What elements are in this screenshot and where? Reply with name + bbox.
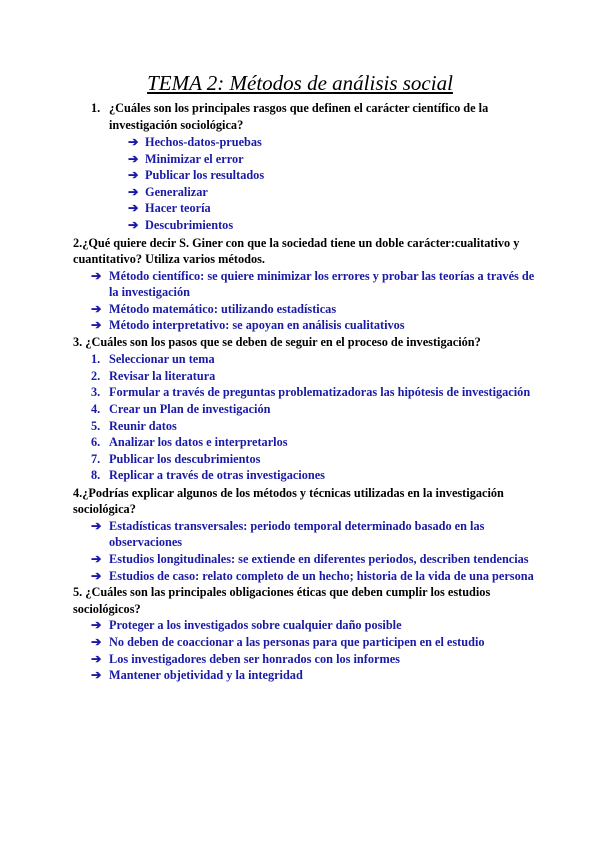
step-number: 7. — [91, 452, 101, 466]
q2-answer-3: Método interpretativo: se apoyan en análisis cualitativos — [109, 318, 405, 332]
step-number: 1. — [91, 352, 101, 366]
question-2-line2: cuantitativo? Utiliza varios métodos. — [73, 252, 265, 266]
step-number: 4. — [91, 402, 101, 416]
step-text: Publicar los descubrimientos — [109, 452, 261, 466]
step-number: 3. — [91, 385, 101, 399]
q2-answer-1-line1: Método científico: se quiere minimizar los errores y probar las teorías a través de — [109, 269, 535, 283]
step-text: Seleccionar un tema — [109, 352, 215, 366]
arrow-icon: ➔ — [91, 552, 102, 566]
arrow-icon: ➔ — [128, 185, 139, 199]
q5-answer: Los investigadores deben ser honrados con los informes — [109, 652, 400, 666]
q5-answer: No deben de coaccionar a las personas para que participen en el estudio — [109, 635, 485, 649]
question-5-line1: 5. ¿Cuáles son las principales obligaciones éticas que deben cumplir los estudios — [73, 585, 491, 599]
arrow-icon: ➔ — [91, 318, 102, 332]
q1-answer: Descubrimientos — [145, 218, 234, 232]
page-title: TEMA 2: Métodos de análisis social — [147, 71, 453, 95]
arrow-icon: ➔ — [91, 668, 102, 682]
arrow-icon: ➔ — [91, 302, 102, 316]
q4-answer-1-line1: Estadísticas transversales: periodo temporal determinado basado en las — [109, 519, 485, 533]
arrow-icon: ➔ — [91, 269, 102, 283]
arrow-icon: ➔ — [91, 635, 102, 649]
q4-answer-1-line2: observaciones — [109, 535, 183, 549]
step-number: 5. — [91, 419, 101, 433]
arrow-icon: ➔ — [128, 218, 139, 232]
q5-answer: Proteger a los investigados sobre cualquier daño posible — [109, 618, 402, 632]
q1-answer: Hacer teoría — [145, 201, 211, 215]
arrow-icon: ➔ — [91, 652, 102, 666]
step-number: 8. — [91, 468, 101, 482]
arrow-icon: ➔ — [91, 519, 102, 533]
step-text: Reunir datos — [109, 419, 177, 433]
arrow-icon: ➔ — [128, 201, 139, 215]
step-number: 2. — [91, 369, 101, 383]
q1-answer: Publicar los resultados — [145, 168, 265, 182]
question-5-line2: sociológicos? — [73, 602, 141, 616]
q1-answer: Hechos-datos-pruebas — [145, 135, 262, 149]
question-2-line1: 2.¿Qué quiere decir S. Giner con que la sociedad tiene un doble carácter:cualitativo y — [73, 236, 520, 250]
q5-answer: Mantener objetividad y la integridad — [109, 668, 303, 682]
q2-answer-1-line2: la investigación — [109, 285, 190, 299]
step-text: Replicar a través de otras investigaciones — [109, 468, 325, 482]
arrow-icon: ➔ — [128, 135, 139, 149]
step-text: Revisar la literatura — [109, 369, 216, 383]
step-text: Formular a través de preguntas problematizadoras las hipótesis de investigación — [109, 385, 531, 399]
question-4-line2: sociológica? — [73, 502, 136, 516]
q4-answer-2: Estudios longitudinales: se extiende en diferentes periodos, describen tendencias — [109, 552, 529, 566]
question-3-line1: 3. ¿Cuáles son los pasos que se deben de seguir en el proceso de investigación? — [73, 335, 481, 349]
question-1-line2: investigación sociológica? — [109, 118, 244, 132]
step-text: Analizar los datos e interpretarlos — [109, 435, 288, 449]
arrow-icon: ➔ — [91, 569, 102, 583]
question-1-line1: ¿Cuáles son los principales rasgos que definen el carácter científico de la — [109, 101, 489, 115]
arrow-icon: ➔ — [128, 168, 139, 182]
question-4-line1: 4.¿Podrías explicar algunos de los métodos y técnicas utilizadas en la investigación — [73, 486, 504, 500]
q2-answer-2: Método matemático: utilizando estadísticas — [109, 302, 337, 316]
question-1-number: 1. — [91, 101, 101, 115]
q1-answer: Generalizar — [145, 185, 208, 199]
arrow-icon: ➔ — [91, 618, 102, 632]
q4-answer-3: Estudios de caso: relato completo de un hecho; historia de la vida de una persona — [109, 569, 534, 583]
step-number: 6. — [91, 435, 101, 449]
step-text: Crear un Plan de investigación — [109, 402, 271, 416]
q1-answer: Minimizar el error — [145, 152, 244, 166]
arrow-icon: ➔ — [128, 152, 139, 166]
